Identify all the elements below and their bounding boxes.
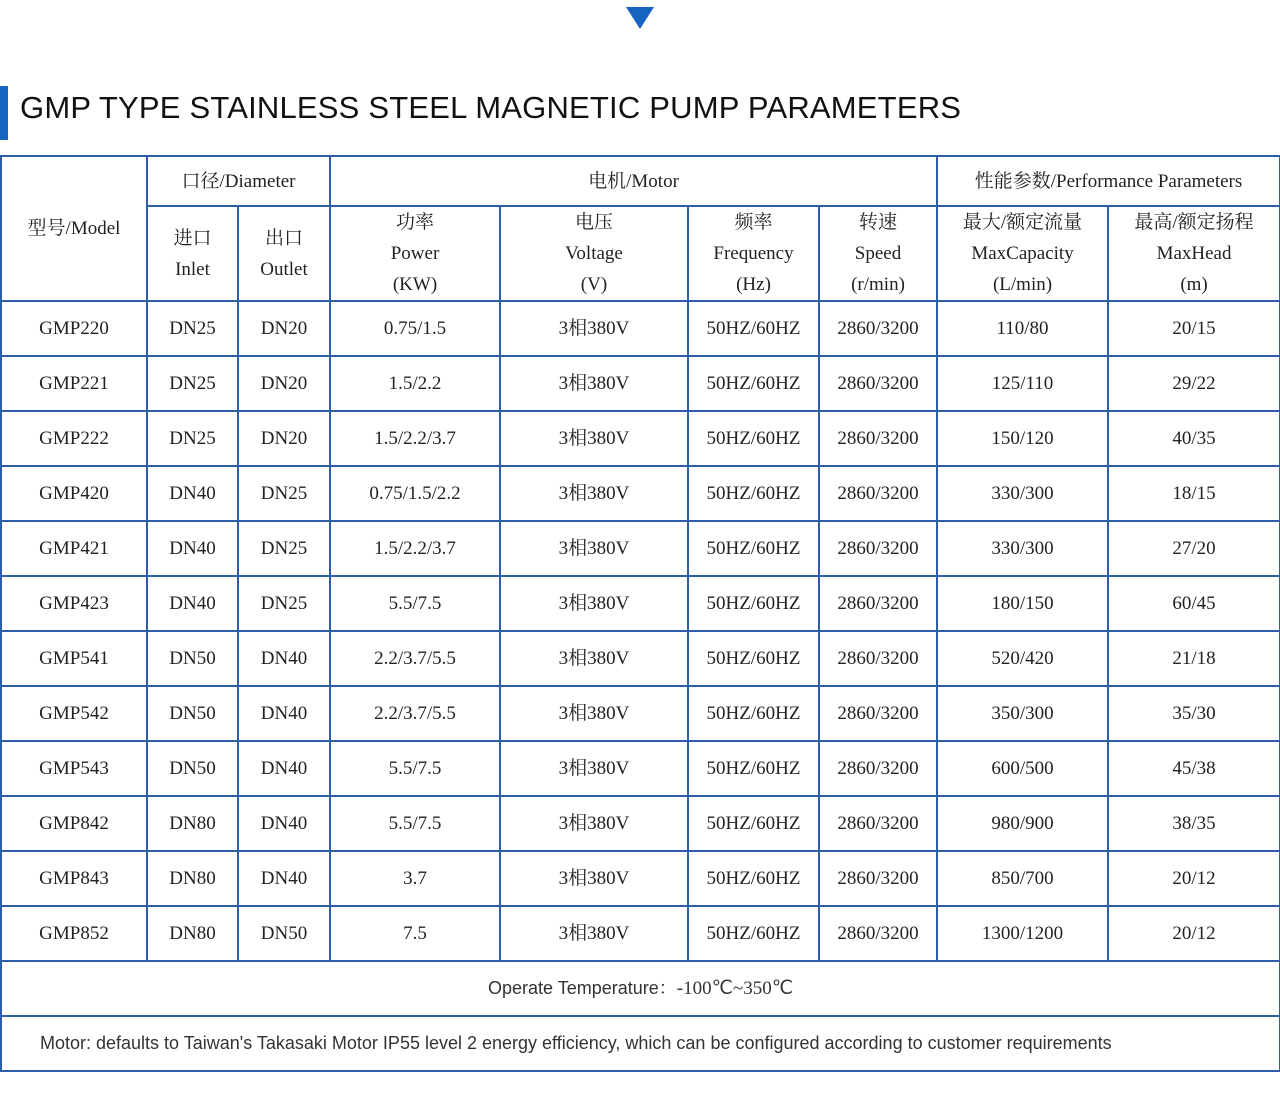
- cell-voltage: 3相380V: [500, 356, 688, 411]
- table-row: [1, 466, 1280, 521]
- cell-model: GMP222: [1, 411, 147, 466]
- cell-model: GMP542: [1, 686, 147, 741]
- header-voltage-en: Voltage: [565, 243, 623, 264]
- cell-power: 1.5/2.2: [330, 356, 500, 411]
- temperature-note: [1, 961, 1280, 1016]
- header-power-cn: 功率: [395, 212, 434, 233]
- cell-voltage: 3相380V: [500, 796, 688, 851]
- cell-capacity: 330/300: [937, 521, 1108, 576]
- cell-voltage: 3相380V: [500, 686, 688, 741]
- cell-speed: 2860/3200: [819, 631, 937, 686]
- header-frequency: [688, 206, 819, 301]
- table-row: [1, 906, 1280, 961]
- cell-head: 20/12: [1108, 851, 1280, 906]
- header-head: [1108, 206, 1280, 301]
- cell-outlet: DN20: [238, 301, 330, 356]
- cell-outlet: DN40: [238, 796, 330, 851]
- cell-capacity: 520/420: [937, 631, 1108, 686]
- cell-head: 20/15: [1108, 301, 1280, 356]
- cell-inlet: DN50: [147, 741, 238, 796]
- cell-frequency: 50HZ/60HZ: [688, 851, 819, 906]
- cell-model: GMP843: [1, 851, 147, 906]
- header-voltage-unit: (V): [580, 274, 608, 295]
- temperature-value: -100℃~350℃: [676, 978, 794, 999]
- header-inlet-en: Inlet: [175, 258, 210, 280]
- cell-voltage: 3相380V: [500, 851, 688, 906]
- cell-outlet: DN25: [238, 521, 330, 576]
- cell-inlet: DN80: [147, 851, 238, 906]
- table-row: [1, 411, 1280, 466]
- table-row: [1, 631, 1280, 686]
- cell-speed: 2860/3200: [819, 741, 937, 796]
- cell-outlet: DN20: [238, 411, 330, 466]
- header-speed-en: Speed: [854, 243, 902, 264]
- header-inlet: [147, 206, 238, 301]
- cell-head: 21/18: [1108, 631, 1280, 686]
- motor-note: Motor: defaults to Taiwan's Takasaki Motor IP55 level 2 energy efficiency, which can be configured according to customer requirements: [1, 1016, 1280, 1071]
- cell-capacity: 150/120: [937, 411, 1108, 466]
- cell-head: 35/30: [1108, 686, 1280, 741]
- cell-head: 18/15: [1108, 466, 1280, 521]
- header-performance: 性能参数/Performance Parameters: [937, 156, 1280, 206]
- cell-capacity: 850/700: [937, 851, 1108, 906]
- cell-frequency: 50HZ/60HZ: [688, 301, 819, 356]
- cell-speed: 2860/3200: [819, 851, 937, 906]
- cell-capacity: 350/300: [937, 686, 1108, 741]
- cell-outlet: DN40: [238, 851, 330, 906]
- cell-speed: 2860/3200: [819, 411, 937, 466]
- cell-inlet: DN40: [147, 576, 238, 631]
- cell-inlet: DN80: [147, 796, 238, 851]
- cell-capacity: 125/110: [937, 356, 1108, 411]
- cell-model: GMP543: [1, 741, 147, 796]
- table-row: [1, 356, 1280, 411]
- table-row: [1, 796, 1280, 851]
- cell-frequency: 50HZ/60HZ: [688, 356, 819, 411]
- table-row: [1, 851, 1280, 906]
- cell-outlet: DN50: [238, 906, 330, 961]
- temperature-row: [1, 961, 1280, 1016]
- cell-head: 27/20: [1108, 521, 1280, 576]
- page-title: GMP TYPE STAINLESS STEEL MAGNETIC PUMP PARAMETERS: [20, 90, 962, 125]
- cell-speed: 2860/3200: [819, 796, 937, 851]
- cell-speed: 2860/3200: [819, 356, 937, 411]
- cell-model: GMP541: [1, 631, 147, 686]
- cell-voltage: 3相380V: [500, 301, 688, 356]
- cell-speed: 2860/3200: [819, 466, 937, 521]
- header-speed-unit: (r/min): [851, 274, 905, 295]
- header-capacity-unit: (L/min): [992, 274, 1053, 295]
- table-row: [1, 576, 1280, 631]
- cell-inlet: DN50: [147, 631, 238, 686]
- cell-frequency: 50HZ/60HZ: [688, 521, 819, 576]
- cell-head: 20/12: [1108, 906, 1280, 961]
- cell-frequency: 50HZ/60HZ: [688, 466, 819, 521]
- header-power-unit: (KW): [392, 274, 438, 295]
- cell-inlet: DN50: [147, 686, 238, 741]
- cell-speed: 2860/3200: [819, 301, 937, 356]
- cell-power: 1.5/2.2/3.7: [330, 521, 500, 576]
- cell-speed: 2860/3200: [819, 906, 937, 961]
- cell-inlet: DN25: [147, 356, 238, 411]
- header-head-en: MaxHead: [1156, 243, 1232, 264]
- cell-inlet: DN25: [147, 301, 238, 356]
- cell-voltage: 3相380V: [500, 521, 688, 576]
- header-capacity: [937, 206, 1108, 301]
- header-head-unit: (m): [1180, 274, 1208, 295]
- cell-power: 0.75/1.5: [330, 301, 500, 356]
- cell-capacity: 180/150: [937, 576, 1108, 631]
- cell-power: 2.2/3.7/5.5: [330, 686, 500, 741]
- cell-inlet: DN25: [147, 411, 238, 466]
- header-inlet-cn: 进口: [173, 227, 212, 249]
- cell-model: GMP842: [1, 796, 147, 851]
- cell-power: 2.2/3.7/5.5: [330, 631, 500, 686]
- cell-capacity: 600/500: [937, 741, 1108, 796]
- table-row: [1, 521, 1280, 576]
- cell-power: 1.5/2.2/3.7: [330, 411, 500, 466]
- cell-outlet: DN25: [238, 466, 330, 521]
- table-row: [1, 741, 1280, 796]
- cell-head: 60/45: [1108, 576, 1280, 631]
- title-accent-bar: [0, 86, 8, 140]
- header-voltage-cn: 电压: [574, 212, 613, 233]
- cell-head: 38/35: [1108, 796, 1280, 851]
- cell-outlet: DN20: [238, 356, 330, 411]
- cell-speed: 2860/3200: [819, 686, 937, 741]
- header-speed-cn: 转速: [859, 212, 898, 233]
- cell-frequency: 50HZ/60HZ: [688, 741, 819, 796]
- cell-outlet: DN40: [238, 741, 330, 796]
- cell-outlet: DN25: [238, 576, 330, 631]
- header-outlet-en: Outlet: [260, 258, 308, 280]
- cell-frequency: 50HZ/60HZ: [688, 631, 819, 686]
- cell-frequency: 50HZ/60HZ: [688, 686, 819, 741]
- cell-speed: 2860/3200: [819, 576, 937, 631]
- header-head-cn: 最高/额定扬程: [1134, 212, 1254, 233]
- table-row: [1, 301, 1280, 356]
- cell-head: 40/35: [1108, 411, 1280, 466]
- cell-model: GMP220: [1, 301, 147, 356]
- cell-inlet: DN80: [147, 906, 238, 961]
- cell-head: 29/22: [1108, 356, 1280, 411]
- cell-frequency: 50HZ/60HZ: [688, 796, 819, 851]
- cell-voltage: 3相380V: [500, 631, 688, 686]
- table-row: [1, 686, 1280, 741]
- parameters-table: [0, 155, 1280, 1072]
- header-motor: 电机/Motor: [330, 156, 937, 206]
- cell-voltage: 3相380V: [500, 741, 688, 796]
- cell-voltage: 3相380V: [500, 906, 688, 961]
- cell-outlet: DN40: [238, 631, 330, 686]
- header-capacity-en: MaxCapacity: [971, 243, 1074, 264]
- cell-voltage: 3相380V: [500, 411, 688, 466]
- header-voltage: [500, 206, 688, 301]
- cell-power: 5.5/7.5: [330, 576, 500, 631]
- cell-power: 5.5/7.5: [330, 796, 500, 851]
- header-power-en: Power: [390, 243, 440, 264]
- header-outlet-cn: 出口: [264, 227, 303, 249]
- cell-speed: 2860/3200: [819, 521, 937, 576]
- header-model: 型号/Model: [1, 156, 147, 301]
- header-outlet: [238, 206, 330, 301]
- header-speed: [819, 206, 937, 301]
- header-row-columns: [1, 206, 1280, 301]
- cell-power: 3.7: [330, 851, 500, 906]
- cell-head: 45/38: [1108, 741, 1280, 796]
- header-row-group: [1, 156, 1280, 206]
- header-frequency-cn: 频率: [734, 212, 773, 233]
- cell-frequency: 50HZ/60HZ: [688, 906, 819, 961]
- motor-note-row: [1, 1016, 1280, 1071]
- cell-frequency: 50HZ/60HZ: [688, 576, 819, 631]
- cell-voltage: 3相380V: [500, 576, 688, 631]
- header-frequency-unit: (Hz): [736, 274, 771, 295]
- cell-inlet: DN40: [147, 466, 238, 521]
- temperature-label: Operate Temperature：: [487, 978, 677, 998]
- down-arrow-icon: [626, 7, 654, 29]
- cell-inlet: DN40: [147, 521, 238, 576]
- cell-voltage: 3相380V: [500, 466, 688, 521]
- cell-model: GMP423: [1, 576, 147, 631]
- cell-power: 7.5: [330, 906, 500, 961]
- cell-outlet: DN40: [238, 686, 330, 741]
- header-power: [330, 206, 500, 301]
- cell-capacity: 1300/1200: [937, 906, 1108, 961]
- header-diameter: 口径/Diameter: [147, 156, 330, 206]
- cell-model: GMP420: [1, 466, 147, 521]
- header-frequency-en: Frequency: [713, 243, 794, 264]
- cell-capacity: 110/80: [937, 301, 1108, 356]
- cell-capacity: 330/300: [937, 466, 1108, 521]
- cell-capacity: 980/900: [937, 796, 1108, 851]
- cell-model: GMP852: [1, 906, 147, 961]
- cell-model: GMP221: [1, 356, 147, 411]
- header-capacity-cn: 最大/额定流量: [962, 212, 1083, 233]
- cell-model: GMP421: [1, 521, 147, 576]
- cell-power: 5.5/7.5: [330, 741, 500, 796]
- cell-frequency: 50HZ/60HZ: [688, 411, 819, 466]
- cell-power: 0.75/1.5/2.2: [330, 466, 500, 521]
